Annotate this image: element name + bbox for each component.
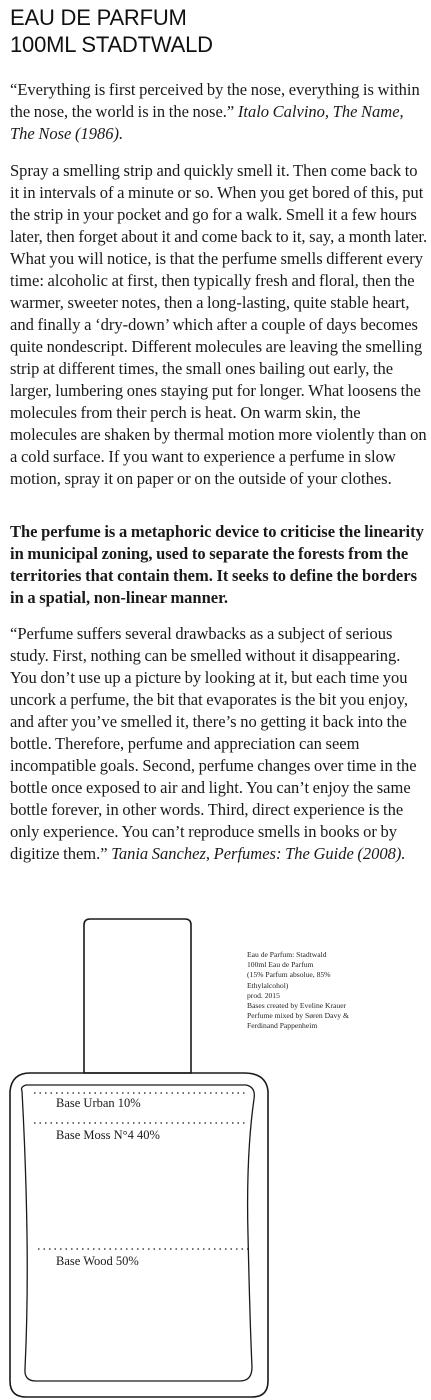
label-line: Eau de Parfum: Stadtwald — [247, 950, 327, 959]
base-moss-label: Base Moss N°4 40% — [56, 1128, 160, 1142]
label-line: prod. 2015 — [247, 990, 280, 1000]
label-line: 100ml Eau de Parfum — [247, 960, 314, 970]
title-line-1: EAU DE PARFUM — [10, 5, 187, 30]
base-urban-label: Base Urban 10% — [56, 1096, 141, 1110]
calvino-quote — [10, 79, 430, 145]
title-line-2: 100ML STADTWALD — [10, 32, 213, 57]
label-line: (15% Parfum absolue, 85% — [247, 970, 331, 980]
bottle-cap — [84, 919, 191, 1073]
instructions-paragraph: Spray a smelling strip and quickly smell it. Then come back to it in intervals of a minute or so. When you get bored of this, put the strip in your pocket and go for a walk. Smell it a few hours later, then forget about it and come back to it, say, a month later. What you will notice, is that the perfume smells different every time: alcoholic at first, then typically fresh and floral, then the warmer, sweeter notes, then a long-lasting, quite stable heart, and finally a ‘dry-down’ which after a couple of days becomes quite nondescript. Different molecules are leaving the smelling strip at different times, the small ones bailing out early, the larger, lumbering ones staying put for longer. What loosens the molecules from their perch is heat. On warm skin, the molecules are shaken by thermal motion more violently than on a cold surface. If you want to experience a perfume in slow motion, spray it on paper or on the outside of your clothes. — [10, 161, 428, 488]
sanchez-quote — [10, 623, 430, 865]
sanchez-quote-source: Tania Sanchez, Perfumes: The Guide (2008). — [111, 844, 406, 863]
calvino-quote-text: “Everything is first perceived by the nose, everything is within the nose, the world is in the nose.” — [10, 80, 420, 121]
base-wood-label: Base Wood 50% — [56, 1254, 139, 1268]
sanchez-quote-text: “Perfume suffers several drawbacks as a subject of serious study. First, nothing can be smelled without it disappearing. You don’t use up a picture by looking at it, but each time you uncork a perfume, the bit that evaporates is the bit you enjoy, and after you’ve smelled it, there’s no getting it back into the bottle. Therefore, perfume and appreciation can seem incompatible goals. Second, perfume changes over time in the bottle once exposed to air and light. You can’t enjoy the same bottle forever, in other words. Third, direct experience is the only experience. You can’t reproduce smells in books or by digitize them.” — [10, 624, 417, 863]
label-line: Perfume mixed by Søren Davy & — [247, 1011, 349, 1021]
label-line: Ethylalcohol) — [247, 980, 289, 990]
page-title — [10, 4, 213, 58]
concept-statement: The perfume is a metaphoric device to criticise the linearity in municipal zoning, used to separate the forests from the territories that contain them. It seeks to define the borders in a spatial, non-linear manner. — [10, 522, 424, 607]
label-line: Bases created by Eveline Krauer — [247, 1001, 347, 1011]
calvino-quote-source: Italo Calvino, The Name, The Nose (1986). — [10, 102, 404, 143]
bottle-body-outer — [10, 1073, 268, 1397]
label-line: Ferdinand Pappenheim — [247, 1021, 318, 1031]
product-label-info — [247, 950, 382, 1032]
